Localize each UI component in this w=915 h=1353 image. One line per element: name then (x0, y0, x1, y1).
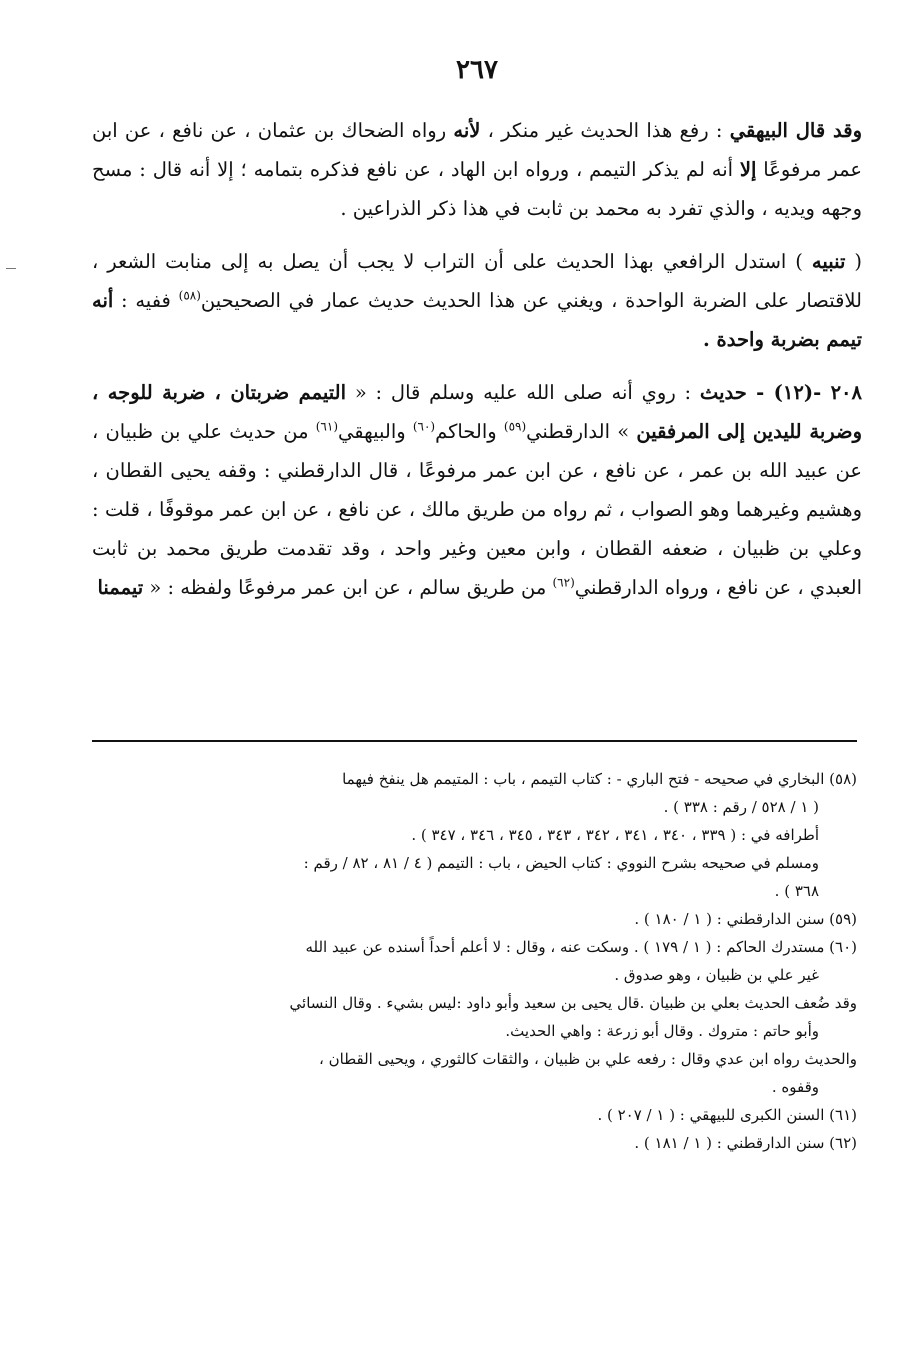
paragraph-text: ) استدل الرافعي بهذا الحديث على أن التراب لا يجب أن يصل به إلى منابت الشعر ، للاقتصار على الضربة الواحدة ، ويغني عن هذا الحديث حديث عمار في الصحيحين (92, 250, 862, 312)
footnote-ref: (٦١) (315, 419, 338, 434)
paragraph-text: ففيه : (113, 289, 179, 312)
paragraph-text: أنه لم يذكر التيمم ، ورواه ابن الهاد ، عن نافع فذكره بتمامه ؛ إلا أنه قال : مسح وجهه ويديه ، والذي تفرد به محمد بن ثابت في هذا ذكر الذراعين . (92, 158, 862, 220)
footnote-line: وأبو حاتم : متروك . وقال أبو زرعة : واهي الحديث. (505, 1022, 819, 1040)
footnote-line: أطرافه في : ( ٣٣٩ ، ٣٤٠ ، ٣٤١ ، ٣٤٢ ، ٣٤٣ ، ٣٤٥ ، ٣٤٦ ، ٣٤٧ ) . (411, 826, 819, 844)
footnote-line: (٦٠) مستدرك الحاكم : ( ١ / ١٧٩ ) . وسكت عنه ، وقال : لا أعلم أحداً أسنده عن عبيد الله (305, 938, 857, 956)
paragraph-bayhaqi (92, 111, 862, 228)
footnote-divider (92, 740, 857, 742)
footnote-line: (٥٩) سنن الدارقطني : ( ١ / ١٨٠ ) . (634, 910, 857, 928)
page-number: ٢٦٧ (456, 55, 498, 85)
footnote-ref: (٦٢) (552, 575, 575, 590)
footnote-ref: (٦٠) (412, 419, 436, 434)
paragraph-text: رواه الضحاك بن عثمان ، عن نافع ، عن ابن عمر مرفوعًا (92, 119, 862, 181)
footnote-line: (٥٨) البخاري في صحيحه - فتح الباري - : كتاب التيمم ، باب : المتيمم هل ينفخ فيهما (342, 770, 857, 788)
margin-mark (6, 268, 16, 269)
bold-word: تيممنا (97, 576, 144, 599)
paragraph-tanbih (92, 242, 862, 359)
paragraph-text: والبيهقي (338, 420, 413, 443)
lead-phrase: تنبيه (811, 250, 846, 273)
footnote-line: (٦٢) سنن الدارقطني : ( ١ / ١٨١ ) . (634, 1134, 857, 1152)
footnote-line: وقفوه . (771, 1078, 819, 1096)
paragraph-text: من حديث علي بن ظبيان ، عن عبيد الله بن عمر ، عن نافع ، عن ابن عمر مرفوعًا ، قال الدارقطني : وقفه يحيى القطان ، وهشيم وغيرهما وهو الصواب ، ثم رواه من طريق مالك ، عن نافع ، عن ابن عمر موقوفًا ، قلت : وعلي بن ظبيان ، ضعفه القطان ، وابن معين وغير واحد ، وقد تقدمت طريق محمد بن ثابت العبدي ، عن نافع ، ورواه الدارقطني (92, 420, 862, 599)
paragraph-text: ( (845, 250, 862, 273)
paragraph-text: » الدارقطني (526, 420, 637, 443)
paragraph-text: : روي أنه صلى الله عليه وسلم قال : « (346, 381, 700, 404)
page-body (92, 55, 862, 621)
bold-phrase: أنه تيمم بضربة واحدة . (92, 289, 862, 351)
lead-phrase: وقد قال البيهقي (729, 119, 863, 142)
footnote-line: ومسلم في صحيحه بشرح النووي : كتاب الحيض ، باب : التيمم ( ٤ / ٨١ ، ٨٢ / رقم : (303, 854, 819, 872)
footnote-line: وقد ضُعف الحديث بعلي بن ظبيان .قال يحيى بن سعيد وأبو داود :ليس بشيء . وقال النسائي (289, 994, 857, 1012)
paragraph-hadith-208 (92, 373, 862, 607)
hadith-number: ٢٠٨ -(١٢) - حديث (699, 381, 862, 404)
paragraph-text: والحاكم (435, 420, 504, 443)
footnote-ref: (٥٨) (178, 288, 201, 303)
hadith-text: التيمم ضربتان ، ضربة للوجه ، وضربة لليدين إلى المرفقين (92, 381, 862, 443)
footnote-line: والحديث رواه ابن عدي وقال : رفعه علي بن ظبيان ، والثقات كالثوري ، ويحيى القطان ، (319, 1050, 857, 1068)
bold-word: إلا (739, 158, 757, 181)
footnote-line: (٦١) السنن الكبرى للبيهقي : ( ١ / ٢٠٧ ) . (597, 1106, 857, 1124)
paragraph-text: : رفع هذا الحديث غير منكر ، (480, 119, 730, 142)
footnotes (92, 765, 857, 1157)
bold-word: لأنه (453, 119, 481, 142)
footnote-line: ٣٦٨ ) . (774, 882, 819, 900)
footnote-line: غير علي بن ظبيان ، وهو صدوق . (614, 966, 819, 984)
footnote-line: ( ١ / ٥٢٨ / رقم : ٣٣٨ ) . (663, 798, 819, 816)
paragraph-text: من طريق سالم ، عن ابن عمر مرفوعًا ولفظه : « (143, 576, 553, 599)
footnote-ref: (٥٩) (503, 419, 527, 434)
